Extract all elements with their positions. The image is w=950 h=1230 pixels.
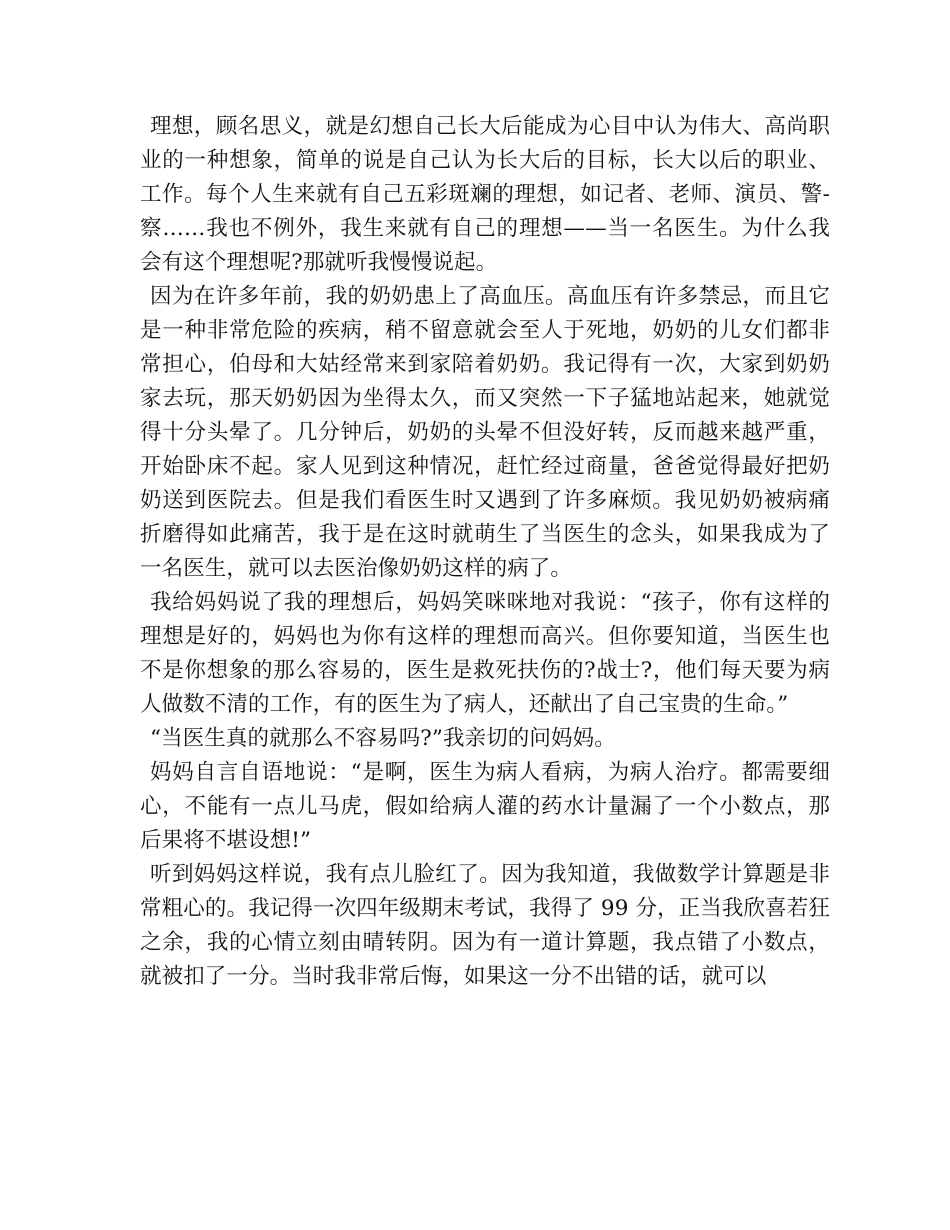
paragraph-4: “当医生真的就那么不容易吗?”我亲切的问妈妈。 — [150, 726, 616, 751]
paragraph-5: 妈妈自言自语地说：“是啊，医生为病人看病，为病人治疗。都需要细心，不能有一点儿马虎，假如给病人灌的药水计量漏了一个小数点，那后果将不堪设想!” — [140, 760, 830, 853]
paragraph-2: 因为在许多年前，我的奶奶患上了高血压。高血压有许多禁忌，而且它是一种非常危险的疾病，稍不留意就会至人于死地，奶奶的儿女们都非常担心，伯母和大姑经常来到家陪着奶奶。我记得有一次，大家到奶奶家去玩，那天奶奶因为坐得太久，而又突然一下子猛地站起来，她就觉得十分头晕了。几分钟后，奶奶的头晕不但没好转，反而越来越严重，开始卧床不起。家人见到这种情况，赶忙经过商量，爸爸觉得最好把奶奶送到医院去。但是我们看医生时又遇到了许多麻烦。我见奶奶被病痛折磨得如此痛苦，我于是在这时就萌生了当医生的念头，如果我成为了一名医生，就可以去医治像奶奶这样的病了。 — [140, 284, 830, 581]
paragraph-6: 听到妈妈这样说，我有点儿脸红了。因为我知道，我做数学计算题是非常粗心的。我记得一次四年级期末考试，我得了 99 分，正当我欣喜若狂之余，我的心情立刻由晴转阴。因为有一道计算题，我点错了小数点，就被扣了一分。当时我非常后悔，如果这一分不出错的话，就可以 — [140, 862, 830, 989]
paragraph-3: 我给妈妈说了我的理想后，妈妈笑咪咪地对我说：“孩子，你有这样的理想是好的，妈妈也为你有这样的理想而高兴。但你要知道，当医生也不是你想象的那么容易的，医生是救死扶伤的?战士?，他们每天要为病人做数不清的工作，有的医生为了病人，还献出了自己宝贵的生命。” — [140, 590, 830, 717]
document-body — [140, 110, 830, 994]
paragraph-1: 理想，顾名思义，就是幻想自己长大后能成为心目中认为伟大、高尚职业的一种想象，简单的说是自己认为长大后的目标，长大以后的职业、工作。每个人生来就有自己五彩斑斓的理想，如记者、老师、演员、警-察……我也不例外，我生来就有自己的理想——当一名医生。为什么我会有这个理想呢?那就听我慢慢说起。 — [140, 114, 830, 275]
